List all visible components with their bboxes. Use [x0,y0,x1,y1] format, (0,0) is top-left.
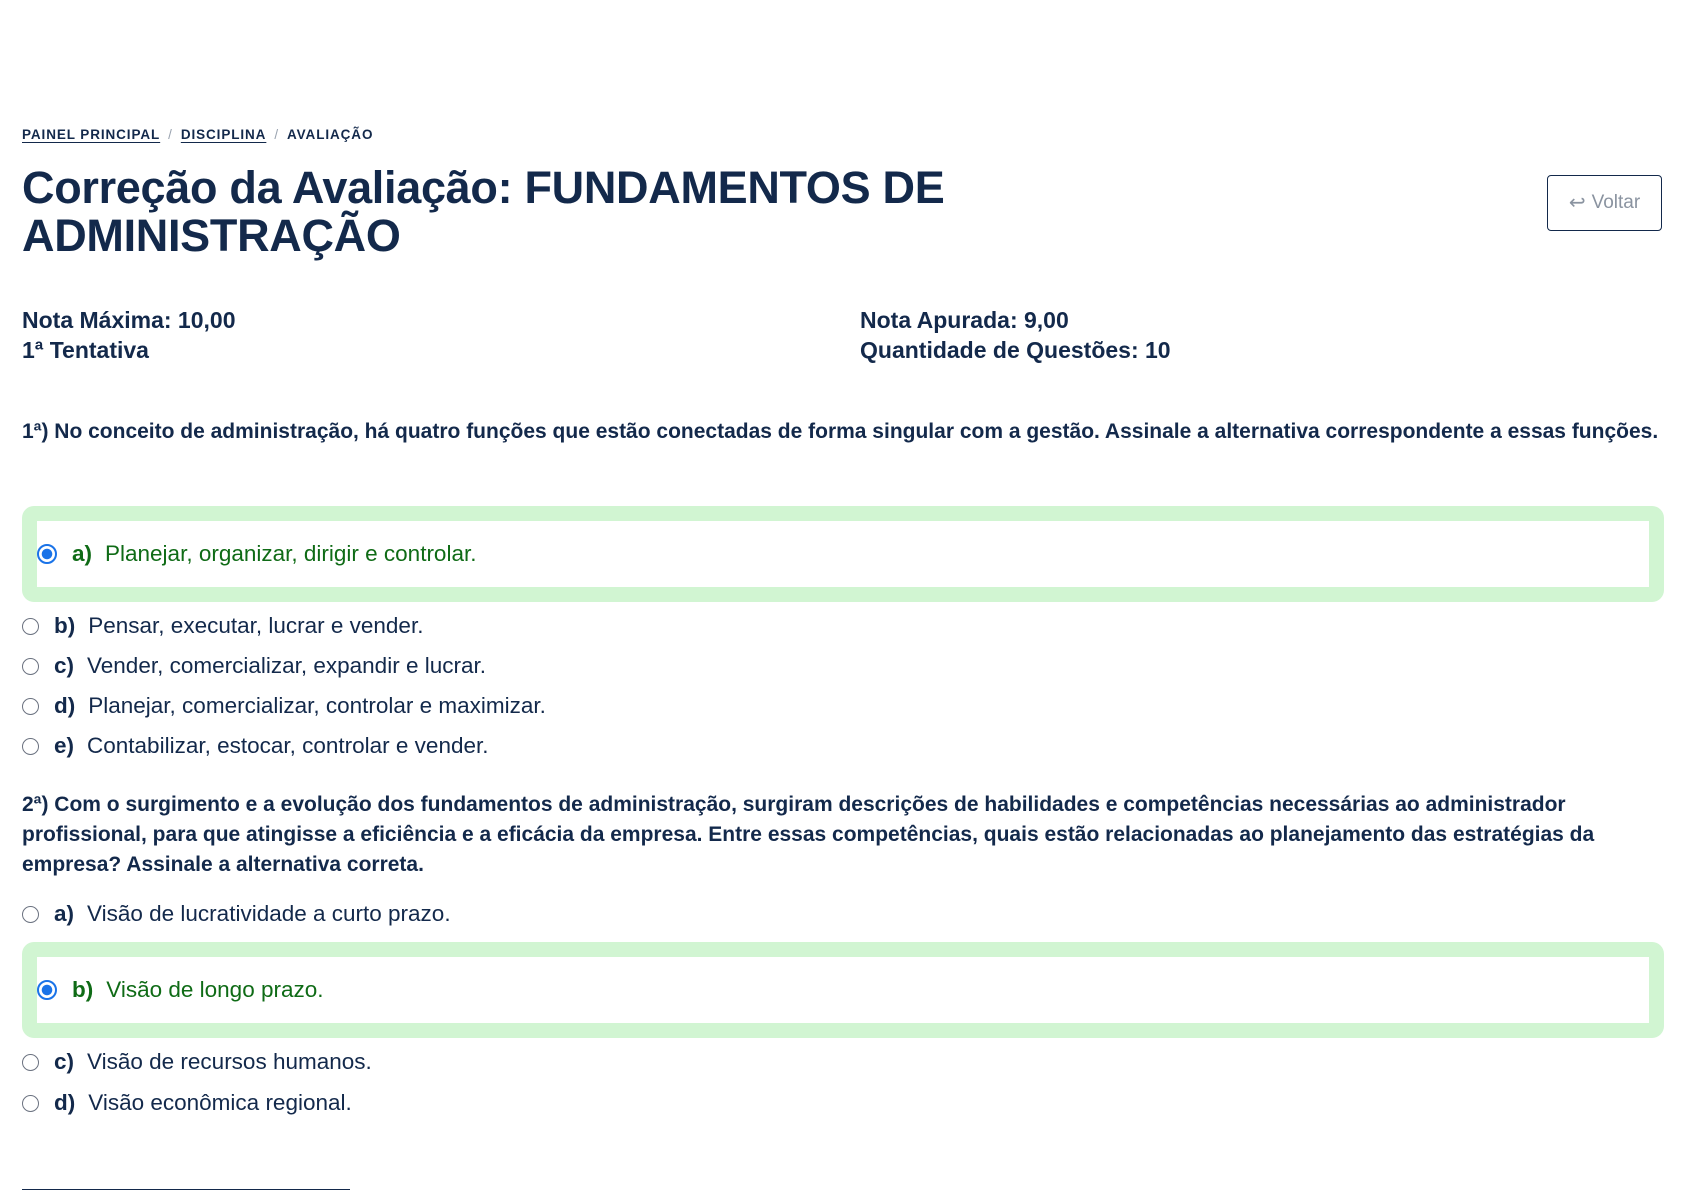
option-letter: e) [54,733,75,758]
question-count: Quantidade de Questões: 10 [860,337,1171,363]
option-letter: d) [54,1090,76,1115]
back-button-label: Voltar [1591,192,1641,213]
option[interactable] [22,1088,352,1118]
option-letter: a) [72,541,93,566]
breadcrumb-disciplina[interactable]: DISCIPLINA [180,127,267,142]
option-selected-correct[interactable] [22,506,1664,602]
option[interactable] [22,1047,372,1077]
question-text: 1ª) No conceito de administração, há quatro funções que estão conectadas de forma singular com a gestão. Assinale a alternativa correspondente a essas funções. [22,420,1659,443]
radio-unchecked-icon[interactable] [22,698,39,715]
option-text: Pensar, executar, lucrar e vender. [88,613,424,638]
breadcrumb-painel-principal[interactable]: PAINEL PRINCIPAL [22,127,161,142]
radio-checked-icon[interactable] [37,980,57,1000]
breadcrumb-separator: / [274,127,279,142]
option-text: Visão de longo prazo. [106,977,324,1002]
option[interactable] [22,691,546,721]
evaluation-page [22,0,1664,1191]
option-text: Visão de recursos humanos. [87,1049,372,1074]
question-1 [22,417,1664,447]
radio-unchecked-icon[interactable] [22,1095,39,1112]
breadcrumb [22,127,373,142]
radio-unchecked-icon[interactable] [22,1054,39,1071]
max-grade: Nota Máxima: 10,00 [22,307,236,333]
option-text: Visão econômica regional. [88,1090,352,1115]
radio-unchecked-icon[interactable] [22,658,39,675]
divider [22,1189,350,1190]
option-letter: c) [54,1049,75,1074]
option-text: Planejar, organizar, dirigir e controlar. [105,541,477,566]
option[interactable] [22,651,486,681]
option-text: Visão de lucratividade a curto prazo. [87,901,451,926]
option-letter: d) [54,693,76,718]
breadcrumb-separator: / [168,127,173,142]
question-text: 2ª) Com o surgimento e a evolução dos fundamentos de administração, surgiram descrições de habilidades e competências necessárias ao administrador profissional, para que atingisse a eficiência e a eficácia da empresa. Entre essas competências, quais estão relacionadas ao planejamento das estratégias da empresa? Assinale a alternativa correta. [22,793,1595,876]
back-button[interactable] [1547,175,1662,231]
radio-unchecked-icon[interactable] [22,618,39,635]
option-selected-correct[interactable] [22,942,1664,1038]
question-2 [22,790,1664,880]
option-letter: b) [72,977,94,1002]
option-letter: a) [54,901,75,926]
page-title: Correção da Avaliação: FUNDAMENTOS DE ADMINISTRAÇÃO [22,162,945,261]
option-letter: b) [54,613,76,638]
attempt-number: 1ª Tentativa [22,337,149,363]
return-arrow-icon: ↩ [1568,192,1586,214]
radio-checked-icon[interactable] [37,544,57,564]
option-text: Vender, comercializar, expandir e lucrar. [87,653,486,678]
option-text: Contabilizar, estocar, controlar e vender. [87,733,489,758]
breadcrumb-avaliacao: AVALIAÇÃO [287,127,374,142]
option[interactable] [22,611,423,641]
radio-unchecked-icon[interactable] [22,738,39,755]
option-letter: c) [54,653,75,678]
option[interactable] [22,731,489,761]
option[interactable] [22,899,451,929]
obtained-grade: Nota Apurada: 9,00 [860,307,1069,333]
option-text: Planejar, comercializar, controlar e maximizar. [88,693,546,718]
radio-unchecked-icon[interactable] [22,906,39,923]
